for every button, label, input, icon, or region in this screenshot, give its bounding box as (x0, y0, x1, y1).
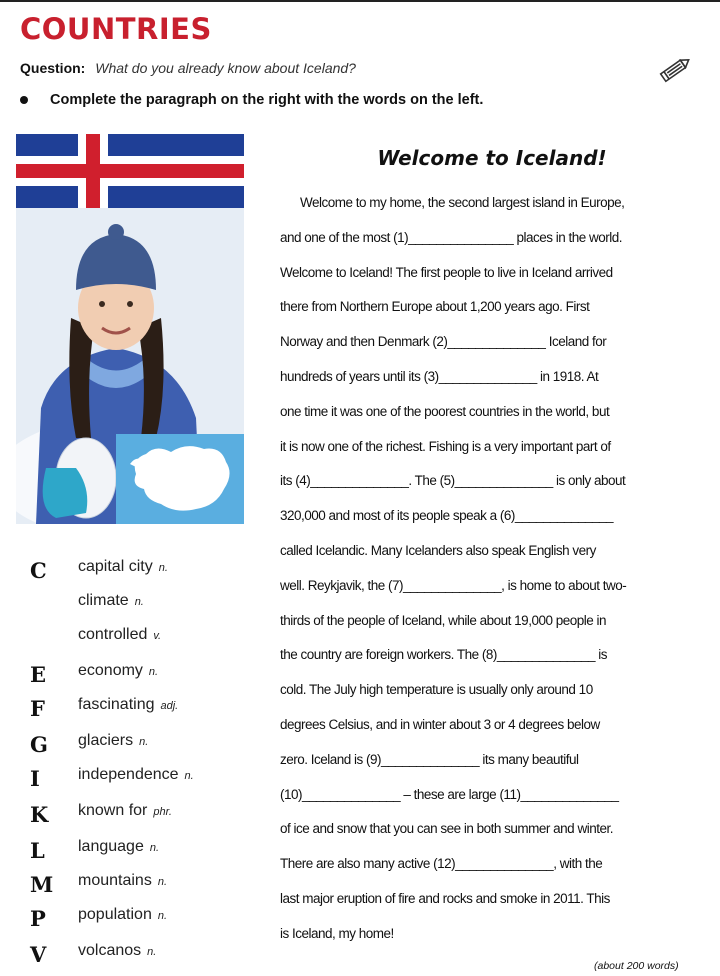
paragraph-line: there from Northern Europe about 1,200 years ago. First (280, 299, 590, 315)
paragraph-line: is Iceland, my home! (280, 925, 394, 941)
word-letter: E (30, 662, 47, 687)
article-title: Welcome to Iceland! (377, 146, 607, 170)
pencil-icon (655, 50, 695, 90)
word-count: (about 200 words) (594, 960, 679, 972)
word-text (78, 626, 161, 644)
word-text (78, 906, 167, 924)
word-pos: v. (153, 630, 162, 642)
word-pos: n. (184, 770, 194, 782)
iceland-photo (16, 134, 244, 524)
word-pos: n. (134, 596, 144, 608)
word-text (78, 766, 194, 784)
word-letter: F (30, 696, 45, 721)
word-label: language (78, 838, 144, 855)
word-pos: n. (149, 842, 160, 854)
word-pos: n. (157, 910, 168, 922)
article-paragraph (280, 186, 705, 952)
word-letter: M (30, 872, 54, 897)
word-letter: P (30, 906, 46, 931)
paragraph-line: one time it was one of the poorest countries in the world, but (280, 403, 610, 419)
paragraph-line: hundreds of years until its (3)______________ in 1918. At (280, 368, 599, 384)
question-text: What do you already know about Iceland? (95, 60, 356, 76)
word-text (78, 838, 159, 856)
word-label: mountains (78, 872, 152, 889)
word-text (78, 558, 168, 576)
word-label: independence (78, 766, 179, 783)
word-text (78, 696, 178, 714)
paragraph-line: thirds of the people of Iceland, while about 19,000 people in (280, 612, 607, 628)
word-label: climate (78, 592, 129, 609)
paragraph-line: well. Reykjavik, the (7)______________, is home to about two- (280, 577, 627, 593)
word-letter: K (30, 802, 49, 827)
iceland-flag (16, 134, 244, 208)
word-letter: G (30, 732, 48, 757)
question (20, 60, 356, 76)
paragraph-line: cold. The July high temperature is usually only around 10 (280, 682, 593, 698)
word-text (78, 942, 156, 960)
word-text (78, 872, 167, 890)
paragraph-line: of ice and snow that you can see in both summer and winter. (280, 821, 613, 837)
paragraph-line: called Icelandic. Many Icelanders also speak English very (280, 542, 596, 558)
word-letter: C (30, 558, 47, 583)
paragraph-line: degrees Celsius, and in winter about 3 or 4 degrees below (280, 716, 600, 732)
word-label: controlled (78, 626, 148, 643)
word-text (78, 662, 158, 680)
instruction (20, 92, 483, 108)
word-pos: phr. (153, 806, 172, 818)
word-letter: I (30, 766, 40, 791)
paragraph-line: Norway and then Denmark (2)______________ Iceland for (280, 334, 607, 350)
word-text (78, 592, 144, 610)
paragraph-line: (10)______________ – these are large (11)______________ (280, 786, 619, 802)
paragraph-line: Welcome to Iceland! The first people to live in Iceland arrived (280, 264, 613, 280)
word-pos: n. (157, 876, 168, 888)
paragraph-line: zero. Iceland is (9)______________ its many beautiful (280, 751, 579, 767)
word-pos: n. (158, 562, 168, 574)
word-pos: n. (148, 666, 159, 678)
paragraph-line: the country are foreign workers. The (8)______________ is (280, 647, 607, 663)
paragraph-line: Welcome to my home, the second largest island in Europe, (300, 195, 625, 210)
word-label: economy (78, 662, 143, 679)
paragraph-line: and one of the most (1)_______________ places in the world. (280, 229, 623, 245)
question-label: Question: (20, 60, 86, 76)
word-label: known for (78, 802, 148, 819)
instruction-text: Complete the paragraph on the right with the words on the left. (50, 92, 484, 108)
word-pos: n. (147, 946, 157, 958)
word-pos: adj. (160, 700, 179, 712)
word-label: population (78, 906, 152, 923)
paragraph-line: 320,000 and most of its people speak a (6)______________ (280, 508, 614, 524)
word-label: volcanos (78, 942, 142, 959)
iceland-map (116, 434, 244, 524)
word-text (78, 802, 172, 820)
bullet-icon (20, 96, 28, 104)
word-text (78, 732, 148, 750)
top-rule (0, 0, 720, 2)
word-pos: n. (139, 736, 149, 748)
word-label: glaciers (78, 732, 134, 749)
word-label: fascinating (78, 696, 155, 713)
word-letter: V (30, 942, 47, 967)
paragraph-line: There are also many active (12)______________, with the (280, 856, 603, 872)
paragraph-line: its (4)______________. The (5)______________ is only about (280, 473, 626, 489)
word-label: capital city (78, 558, 153, 575)
word-letter: L (30, 838, 45, 863)
page-title: COUNTRIES (20, 12, 212, 46)
paragraph-line: it is now one of the richest. Fishing is a very important part of (280, 438, 611, 454)
paragraph-line: last major eruption of fire and rocks and smoke in 2011. This (280, 890, 610, 906)
